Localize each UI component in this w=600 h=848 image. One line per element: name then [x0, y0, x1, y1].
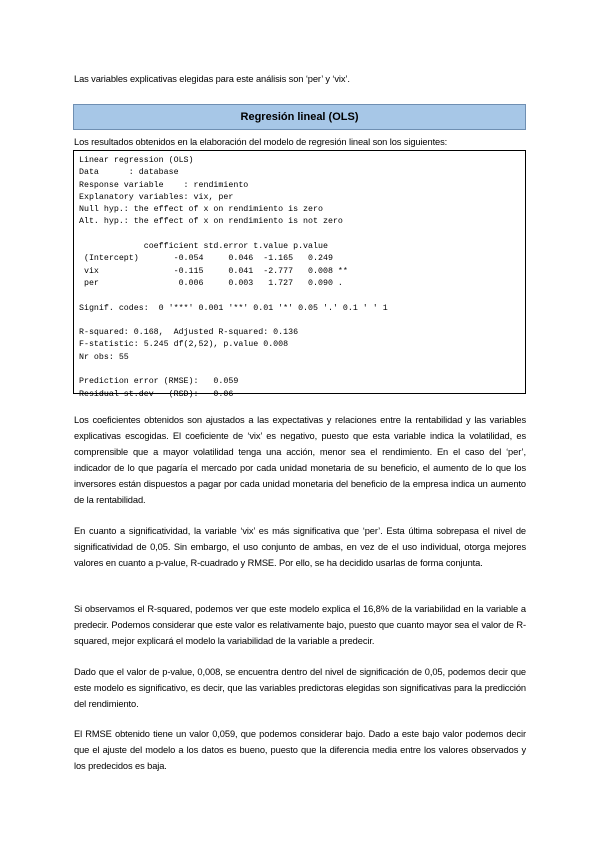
paragraph-rmse: El RMSE obtenido tiene un valor 0,059, que podemos considerar bajo. Dado a este bajo valor podemos decir que el ajuste del modelo a los datos es bueno, puesto que la diferencia media entre los valores observados y los predecidos es baja.	[74, 729, 526, 772]
console-line: Residual st.dev (RSD): 0.06	[79, 389, 234, 399]
lead-text: Los resultados obtenidos en la elaboración del modelo de regresión lineal son los siguientes:	[74, 137, 448, 147]
console-line: R-squared: 0.168, Adjusted R-squared: 0.136	[79, 328, 299, 338]
console-line: (Intercept) -0.054 0.046 -1.165 0.249	[79, 254, 333, 264]
console-line: Alt. hyp.: the effect of x on rendimiento is not zero	[79, 217, 343, 227]
console-line	[79, 315, 525, 327]
console-line: Response variable : rendimiento	[79, 180, 249, 190]
paragraph-coefficients: Los coeficientes obtenidos son ajustados a las expectativas y relaciones entre la rentabilidad y las variables explicativas escogidas. El coeficiente de ‘vix’ es negativo, puesto que esta variable indica la volatilidad, es comprensible que a mayor volatilidad tenga una acción, menor sea el rendimiento. En el caso del ‘per’, indicador de lo que pagaría el mercado por cada unidad monetaria de su beneficio, el aumento de lo que los inversores están dispuestos a pagar por cada unidad monetaria del beneficio de la empresa indica un aumento de la rentabilidad.	[74, 415, 526, 506]
console-line: Nr obs: 55	[79, 352, 129, 362]
console-line: coefficient std.error t.value p.value	[79, 242, 328, 252]
console-line	[79, 364, 525, 376]
console-line: F-statistic: 5.245 df(2,52), p.value 0.008	[79, 340, 289, 350]
paragraph-p-value: Dado que el valor de p-value, 0,008, se encuentra dentro del nivel de significación de 0,05, podemos decir que este modelo es significativo, es decir, que las variables predictoras elegidas son significativas para la predicción del rendimiento.	[74, 667, 526, 710]
console-line: Explanatory variables: vix, per	[79, 192, 234, 202]
section-title: Regresión lineal (OLS)	[240, 111, 359, 123]
console-line: Linear regression (OLS)	[79, 156, 194, 165]
paragraph-r-squared: Si observamos el R-squared, podemos ver que este modelo explica el 16,8% de la variabilidad en la variable a predecir. Podemos considerar que este valor es relativamente bajo, puesto que cuanto mayor sea el valor de R-squared, mejor explicará el modelo la variabilidad de la variable a predecir.	[74, 604, 526, 647]
console-line	[79, 229, 525, 241]
intro-text: Las variables explicativas elegidas para este análisis son ‘per’ y ‘vix’.	[74, 74, 350, 84]
console-line: Signif. codes: 0 '***' 0.001 '**' 0.01 '*' 0.05 '.' 0.1 ' ' 1	[79, 303, 388, 313]
console-line	[79, 290, 525, 302]
console-line: Data : database	[79, 168, 179, 178]
section-header	[73, 104, 526, 130]
regression-output-box	[73, 150, 526, 399]
console-line: per 0.006 0.003 1.727 0.090 .	[79, 278, 343, 288]
console-line: Null hyp.: the effect of x on rendimiento is zero	[79, 205, 323, 215]
console-line: Prediction error (RMSE): 0.059	[79, 377, 239, 387]
paragraph-significance: En cuanto a significatividad, la variable ‘vix’ es más significativa que ‘per’. Esta última sobrepasa el nivel de significatividad de 0,05. Sin embargo, el uso conjunto de ambas, en vez de el uso individual, otorga mejores valores en cuanto a p-value, R-cuadrado y RMSE. Por ello, se ha decidido usarlas de forma conjunta.	[74, 526, 526, 569]
console-line: vix -0.115 0.041 -2.777 0.008 **	[79, 266, 348, 276]
